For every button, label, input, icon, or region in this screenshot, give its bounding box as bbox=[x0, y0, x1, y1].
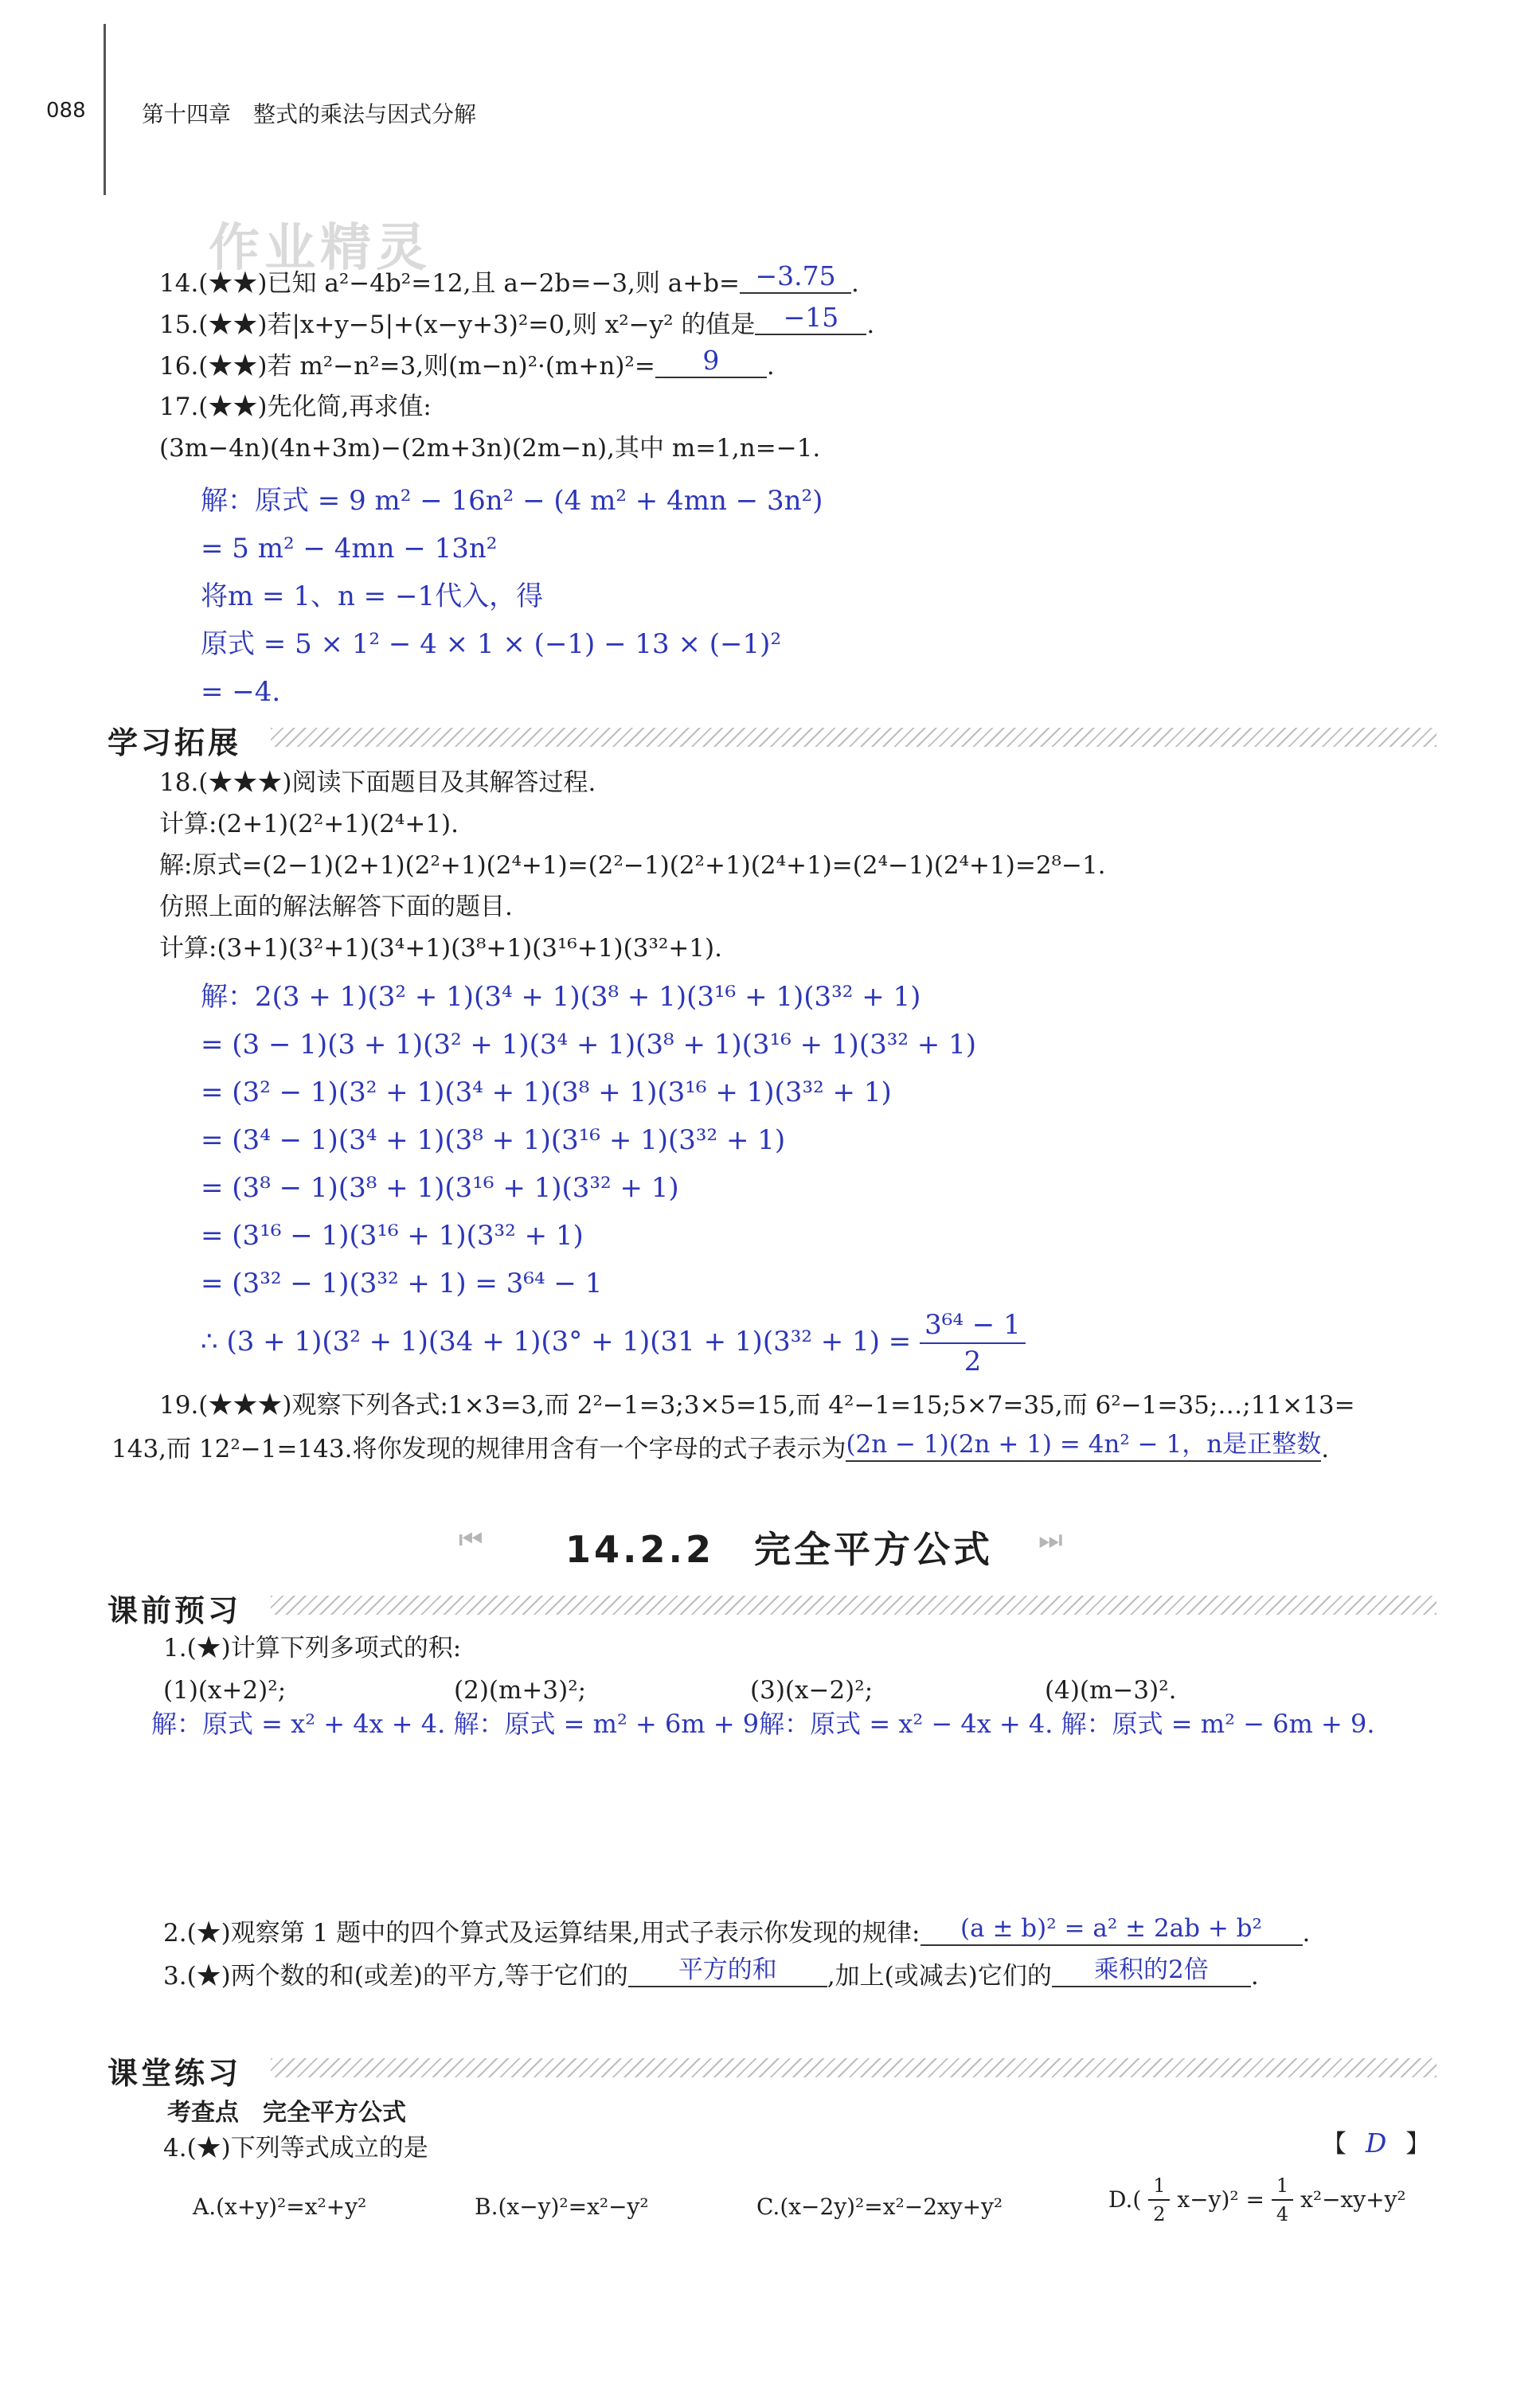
q17-solution-line-1: 解：原式 = 9 m² − 16n² − (4 m² + 4mn − 3n²) bbox=[201, 485, 823, 517]
section-title-practice: 课堂练习 bbox=[107, 2049, 251, 2092]
q18-line-5: 计算:(3+1)(3²+1)(3⁴+1)(3⁸+1)(3¹⁶+1)(3³²+1). bbox=[159, 934, 722, 963]
previous-section-icon: ⏮ bbox=[459, 1524, 483, 1556]
q18-final-numerator: 3⁶⁴ − 1 bbox=[920, 1307, 1026, 1344]
question-14-answer: −3.75 bbox=[740, 260, 851, 294]
q18-solution-line-3: = (3² − 1)(3² + 1)(3⁴ + 1)(3⁸ + 1)(3¹⁶ + 1)(3³² + 1) bbox=[201, 1076, 892, 1108]
p1-item-4: (4)(m−3)². bbox=[1045, 1676, 1177, 1705]
q19-answer: (2n − 1)(2n + 1) = 4n² − 1，n是正整数 bbox=[846, 1428, 1321, 1462]
section-hatch bbox=[271, 2058, 1436, 2077]
p1-answers: 解：原式 = x² + 4x + 4. 解：原式 = m² + 6m + 9解：原式 = x² − 4x + 4. 解：原式 = m² − 6m + 9. bbox=[151, 1709, 1375, 1739]
option-d-mid: x−y)² = bbox=[1177, 2186, 1264, 2213]
section-header-preview bbox=[107, 1586, 1436, 1628]
p4-option-b: B.(x−y)²=x²−y² bbox=[475, 2194, 649, 2220]
p2: 2.(★)观察第 1 题中的四个算式及运算结果,用式子表示你发现的规律: (a ± b)² = a² ± 2ab + b² . bbox=[163, 1914, 1311, 1948]
p4-text: 4.(★)下列等式成立的是 bbox=[163, 2134, 428, 2163]
section-title-extend: 学习拓展 bbox=[107, 718, 251, 762]
p3-text-1: 3.(★)两个数的和(或差)的平方,等于它们的 bbox=[163, 1962, 628, 1991]
q18-line-4: 仿照上面的解法解答下面的题目. bbox=[159, 893, 513, 921]
question-14: 14.(★★)已知 a²−4b²=12,且 a−2b=−3,则 a+b= −3.75 . bbox=[159, 260, 859, 298]
next-section-icon: ⏭ bbox=[1038, 1524, 1063, 1556]
q18-solution-line-6: = (3¹⁶ − 1)(3¹⁶ + 1)(3³² + 1) bbox=[201, 1220, 584, 1252]
q18-final-fraction bbox=[920, 1307, 1026, 1379]
question-17-expression: (3m−4n)(4n+3m)−(2m+3n)(2m−n),其中 m=1,n=−1. bbox=[159, 434, 821, 463]
option-d-fraction-1 bbox=[1148, 2172, 1170, 2228]
p2-text: 2.(★)观察第 1 题中的四个算式及运算结果,用式子表示你发现的规律: bbox=[163, 1919, 920, 1948]
q18-solution-line-7: = (3³² − 1)(3³² + 1) = 3⁶⁴ − 1 bbox=[201, 1268, 603, 1299]
p3-text-2: ,加上(或减去)它们的 bbox=[827, 1962, 1052, 1991]
option-d-prefix: D.( bbox=[1108, 2186, 1142, 2213]
section-title-14-2-2: 14.2.2 完全平方公式 bbox=[565, 1528, 993, 1571]
q18-solution-line-4: = (3⁴ − 1)(3⁴ + 1)(3⁸ + 1)(3¹⁶ + 1)(3³² + 1) bbox=[201, 1124, 786, 1156]
question-16-answer: 9 bbox=[655, 345, 767, 378]
q17-solution-line-2: = 5 m² − 4mn − 13n² bbox=[201, 533, 498, 565]
bracket-close: 】 bbox=[1405, 2130, 1431, 2159]
p4-option-c: C.(x−2y)²=x²−2xy+y² bbox=[756, 2194, 1003, 2220]
section-title-preview: 课前预习 bbox=[107, 1586, 251, 1630]
margin-rule bbox=[104, 24, 106, 195]
q18-line-2: 计算:(2+1)(2²+1)(2⁴+1). bbox=[159, 810, 459, 838]
p3: 3.(★)两个数的和(或差)的平方,等于它们的 平方的和 ,加上(或减去)它们的 乘积的2倍 . bbox=[163, 1956, 1259, 1991]
option-d-den-1: 2 bbox=[1153, 2203, 1166, 2225]
watermark: 作业精灵 bbox=[209, 219, 432, 278]
page-number: 088 bbox=[46, 99, 86, 123]
p2-answer: (a ± b)² = a² ± 2ab + b² bbox=[920, 1913, 1303, 1946]
q18-solution-final bbox=[201, 1307, 1026, 1379]
p3-answer-1: 平方的和 bbox=[628, 1954, 827, 1987]
chapter-title: 第十四章 整式的乘法与因式分解 bbox=[142, 101, 477, 127]
q18-solution-line-1: 解：2(3 + 1)(3² + 1)(3⁴ + 1)(3⁸ + 1)(3¹⁶ + 1)(3³² + 1) bbox=[201, 981, 921, 1013]
q17-solution-line-3: 将m = 1、n = −1代入，得 bbox=[201, 580, 544, 612]
p1-item-2: (2)(m+3)²; bbox=[454, 1676, 587, 1705]
option-d-num-1: 1 bbox=[1148, 2172, 1170, 2201]
p1-text: 1.(★)计算下列多项式的积: bbox=[163, 1634, 462, 1662]
p4-answer: D bbox=[1365, 2127, 1387, 2159]
question-14-text: 14.(★★)已知 a²−4b²=12,且 a−2b=−3,则 a+b= bbox=[159, 269, 741, 298]
q18-final-denominator: 2 bbox=[963, 1346, 982, 1377]
question-16-text: 16.(★★)若 m²−n²=3,则(m−n)²·(m+n)²= bbox=[159, 352, 655, 381]
q19-line-2: 143,而 12²−1=143.将你发现的规律用含有一个字母的式子表示为(2n − 1)(2n + 1) = 4n² − 1，n是正整数. bbox=[111, 1430, 1330, 1463]
p4-answer-bracket bbox=[1322, 2127, 1430, 2160]
question-15-answer: −15 bbox=[755, 302, 866, 335]
q19-line-2-text: 143,而 12²−1=143.将你发现的规律用含有一个字母的式子表示为 bbox=[111, 1435, 846, 1463]
option-d-fraction-2 bbox=[1272, 2172, 1293, 2228]
q18-line-3: 解:原式=(2−1)(2+1)(2²+1)(2⁴+1)=(2²−1)(2²+1)(2⁴+1)=(2⁴−1)(2⁴+1)=2⁸−1. bbox=[159, 851, 1106, 880]
section-hatch bbox=[271, 1596, 1436, 1615]
option-d-tail: x²−xy+y² bbox=[1300, 2186, 1406, 2213]
question-15: 15.(★★)若|x+y−5|+(x−y+3)²=0,则 x²−y² 的值是 −15 . bbox=[159, 302, 875, 339]
p3-answer-2: 乘积的2倍 bbox=[1052, 1954, 1251, 1987]
q19-line-1: 19.(★★★)观察下列各式:1×3=3,而 2²−1=3;3×5=15,而 4²−1=15;5×7=35,而 6²−1=35;…;11×13= bbox=[159, 1391, 1355, 1420]
section-hatch bbox=[271, 728, 1436, 747]
question-15-text: 15.(★★)若|x+y−5|+(x−y+3)²=0,则 x²−y² 的值是 bbox=[159, 311, 756, 339]
p1-item-3: (3)(x−2)²; bbox=[750, 1676, 874, 1705]
checkpoint-label: 考查点 完全平方公式 bbox=[167, 2099, 406, 2127]
section-header-extend bbox=[107, 718, 1436, 760]
p4-option-a: A.(x+y)²=x²+y² bbox=[193, 2194, 367, 2220]
q17-solution-line-4: 原式 = 5 × 1² − 4 × 1 × (−1) − 13 × (−1)² bbox=[201, 628, 782, 660]
p4-option-d bbox=[1108, 2172, 1406, 2228]
question-17-text: 17.(★★)先化简,再求值: bbox=[159, 393, 432, 421]
bracket-open: 【 bbox=[1322, 2130, 1347, 2159]
p1-item-1: (1)(x+2)²; bbox=[163, 1676, 287, 1705]
q17-solution-line-5: = −4. bbox=[201, 676, 281, 708]
question-16: 16.(★★)若 m²−n²=3,则(m−n)²·(m+n)²= 9 . bbox=[159, 345, 775, 381]
option-d-den-2: 4 bbox=[1276, 2203, 1289, 2225]
q18-line-1: 18.(★★★)阅读下面题目及其解答过程. bbox=[159, 768, 596, 797]
q18-solution-line-2: = (3 − 1)(3 + 1)(3² + 1)(3⁴ + 1)(3⁸ + 1)(3¹⁶ + 1)(3³² + 1) bbox=[201, 1029, 976, 1061]
q18-solution-line-5: = (3⁸ − 1)(3⁸ + 1)(3¹⁶ + 1)(3³² + 1) bbox=[201, 1172, 679, 1204]
section-header-practice bbox=[107, 2049, 1436, 2091]
q18-final-left: ∴ (3 + 1)(3² + 1)(34 + 1)(3° + 1)(31 + 1)(3³² + 1) = bbox=[201, 1326, 912, 1358]
option-d-num-2: 1 bbox=[1272, 2172, 1293, 2201]
